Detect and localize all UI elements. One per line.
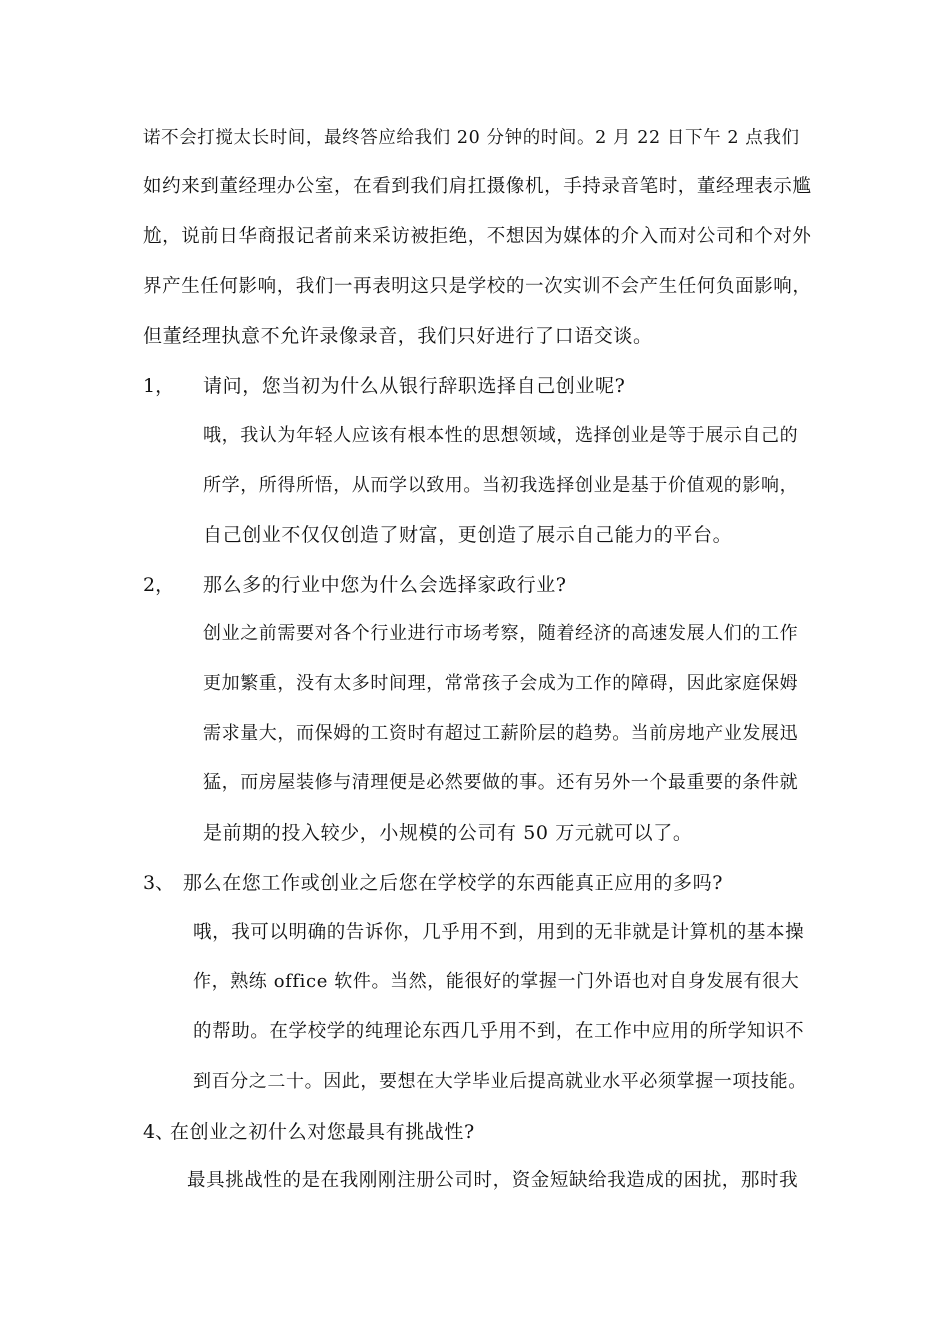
answer-line: 需求量大，而保姆的工资时有超过工薪阶层的趋势。当前房地产业发展迅	[203, 723, 799, 744]
answer-line: 自己创业不仅仅创造了财富，更创造了展示自己能力的平台。	[203, 524, 733, 546]
answer-line: 更加繁重，没有太多时间理，常常孩子会成为工作的障碍，因此家庭保姆	[203, 673, 799, 694]
answer-line: 哦，我认为年轻人应该有根本性的思想领域，选择创业是等于展示自己的	[203, 425, 799, 446]
intro-line: 诺不会打搅太长时间，最终答应给我们 20 分钟的时间。2 月 22 日下午 2 点我们	[143, 128, 800, 148]
answer-line: 的帮助。在学校学的纯理论东西几乎用不到，在工作中应用的所学知识不	[193, 1021, 805, 1042]
question-number: 3、	[143, 872, 175, 894]
answer-line: 哦，我可以明确的告诉你，几乎用不到，用到的无非就是计算机的基本操	[193, 922, 805, 943]
intro-line: 但董经理执意不允许录像录音，我们只好进行了口语交谈。	[143, 325, 653, 347]
answer-line: 猛，而房屋装修与清理便是必然要做的事。还有另外一个最重要的条件就	[203, 772, 799, 793]
question-number: 1，	[143, 375, 175, 397]
answer-line: 最具挑战性的是在我刚刚注册公司时，资金短缺给我造成的困扰，那时我	[187, 1170, 799, 1191]
intro-line: 如约来到董经理办公室，在看到我们肩扛摄像机，手持录音笔时，董经理表示尴	[143, 176, 812, 197]
answer-line: 创业之前需要对各个行业进行市场考察，随着经济的高速发展人们的工作	[203, 623, 799, 644]
answer-line: 是前期的投入较少，小规模的公司有 50 万元就可以了。	[203, 822, 693, 844]
answer-line: 到百分之二十。因此，要想在大学毕业后提高就业水平必须掌握一项技能。	[193, 1071, 807, 1092]
answer-line: 作，熟练 office 软件。当然，能很好的掌握一门外语也对自身发展有很大	[193, 971, 800, 992]
question-text: 那么在您工作或创业之后您在学校学的东西能真正应用的多吗?	[183, 872, 723, 894]
intro-line: 尬，说前日华商报记者前来采访被拒绝，不想因为媒体的介入而对公司和个对外	[143, 226, 812, 247]
question-text: 那么多的行业中您为什么会选择家政行业?	[203, 574, 567, 596]
question-number: 4、	[143, 1121, 175, 1143]
answer-line: 所学，所得所悟，从而学以致用。当初我选择创业是基于价值观的影响，	[203, 475, 799, 496]
question-number: 2，	[143, 574, 175, 596]
intro-line: 界产生任何影响，我们一再表明这只是学校的一次实训不会产生任何负面影响，	[143, 276, 812, 297]
question-text: 请问，您当初为什么从银行辞职选择自己创业呢?	[203, 375, 626, 397]
question-text: 在创业之初什么对您最具有挑战性?	[170, 1121, 475, 1143]
